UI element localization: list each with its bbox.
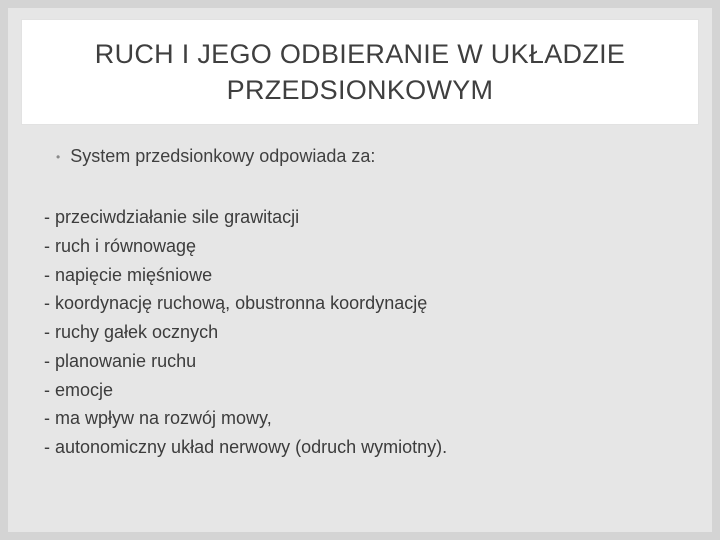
bullet-marker: • (56, 149, 61, 164)
list-item: - napięcie mięśniowe (44, 264, 213, 285)
list-item: - planowanie ruchu (44, 350, 197, 371)
slide-title-line-2: PRZEDSIONKOWYM (226, 75, 494, 105)
bullet-text: System przedsionkowy odpowiada za: (70, 146, 376, 166)
function-list (44, 203, 447, 462)
slide-title-line-1: RUCH I JEGO ODBIERANIE W UKŁADZIE (94, 39, 626, 69)
list-item: - ruchy gałek ocznych (44, 322, 219, 342)
list-item: - ruch i równowagę (44, 235, 197, 256)
list-item: - ma wpływ na rozwój mowy, (44, 408, 272, 429)
list-item: - autonomiczny układ nerwowy (odruch wymiotny). (44, 437, 448, 457)
list-item: - emocje (44, 379, 114, 400)
list-item: - przeciwdziałanie sile grawitacji (44, 207, 300, 227)
title-box (22, 20, 698, 124)
slide-title (95, 36, 625, 108)
bullet-point (56, 146, 375, 167)
list-item: - koordynację ruchową, obustronna koordynację (44, 293, 428, 314)
